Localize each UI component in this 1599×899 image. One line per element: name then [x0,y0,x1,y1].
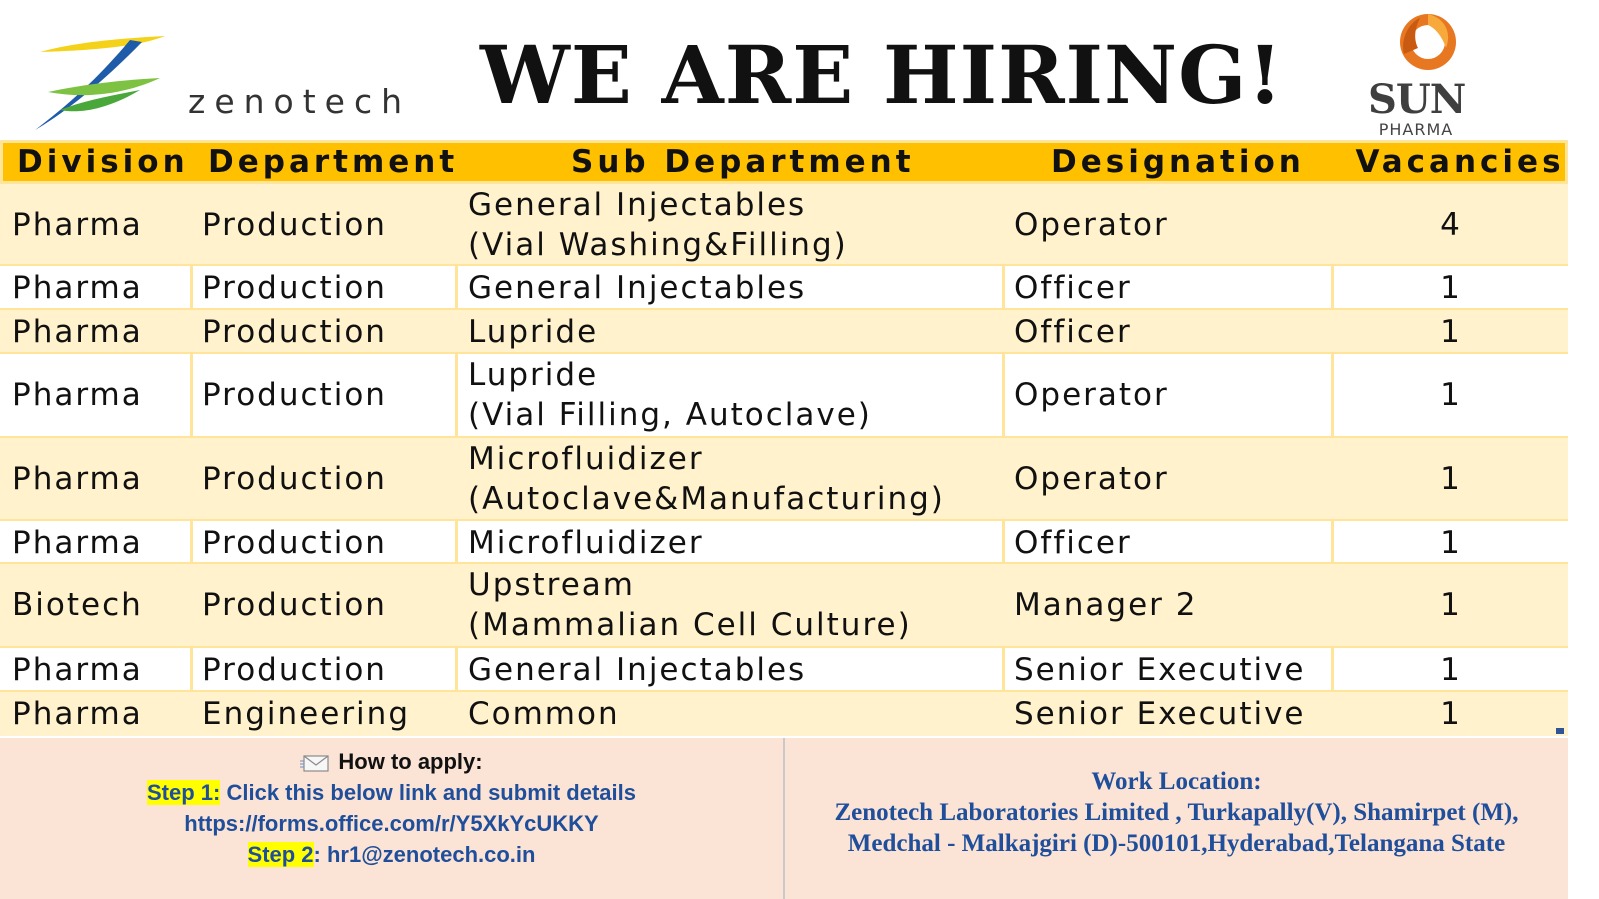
cell-department: Production [202,207,387,243]
sub-department-line: Microfluidizer [468,441,704,477]
how-to-apply-section [0,746,783,870]
sub-department-detail: (Vial Washing&Filling) [468,227,848,263]
cell-designation: Manager 2 [1014,587,1198,623]
zenotech-logo-icon [30,30,180,135]
zenotech-wordmark: zenotech [188,82,412,121]
cell-division: Pharma [12,269,143,306]
cell-department: Production [202,269,387,306]
cell-designation: Officer [1014,524,1132,561]
sun-wordmark: SUN [1368,76,1466,123]
table-row [0,692,1568,736]
zenotech-logo [30,30,412,135]
cell-division: Pharma [12,313,143,350]
cell-sub-department: Common [468,696,620,732]
cell-vacancies: 1 [1440,587,1462,623]
footer [0,738,1568,899]
table-row [0,266,1568,309]
table-row [0,648,1568,691]
column-divider [455,521,458,564]
cell-department: Production [202,651,387,688]
page-title: WE ARE HIRING! [480,28,1284,122]
vacancy-table [0,140,1568,738]
cell-designation: Officer [1014,313,1132,350]
cell-vacancies: 1 [1440,269,1462,306]
cell-vacancies: 1 [1440,313,1462,350]
cell-division: Biotech [12,587,143,623]
work-location-section [785,766,1568,859]
cell-sub-department: Lupride [468,313,599,350]
column-header-vacancies: Vacancies [1355,144,1565,180]
table-row [0,310,1568,353]
work-location-line-1: Zenotech Laboratories Limited , Turkapally(V), Shamirpet (M), [834,799,1519,826]
cell-vacancies: 1 [1440,651,1462,688]
column-divider [1002,648,1005,691]
application-link[interactable]: https://forms.office.com/r/Y5XkYcUKKY [184,811,599,836]
cell-sub-department [468,438,998,520]
cell-sub-department [468,564,998,646]
cell-department: Production [202,587,387,623]
column-divider [455,354,458,436]
sub-department-line: Lupride [468,357,599,393]
cell-vacancies: 4 [1440,207,1462,243]
sub-department-detail: (Mammalian Cell Culture) [468,607,912,643]
column-divider [1002,354,1005,436]
how-to-apply-title: How to apply: [338,749,483,774]
cell-designation: Senior Executive [1014,651,1306,688]
column-header-department: Department [208,144,459,180]
step-1-line [0,777,783,808]
cell-vacancies: 1 [1440,377,1462,413]
cell-designation: Senior Executive [1014,696,1306,732]
cell-division: Pharma [12,651,143,688]
table-header-row [0,140,1568,184]
step-1-label: Step 1: [147,780,221,805]
cell-sub-department: Microfluidizer [468,524,704,561]
header [0,0,1599,140]
cell-designation: Operator [1014,207,1169,243]
work-location-title: Work Location: [1091,768,1262,795]
column-divider [1002,266,1005,309]
cell-division: Pharma [12,524,143,561]
table-row [0,438,1568,520]
cell-division: Pharma [12,207,143,243]
cell-division: Pharma [12,461,143,497]
cell-vacancies: 1 [1440,696,1462,732]
table-row [0,564,1568,646]
cell-department: Production [202,377,387,413]
cell-division: Pharma [12,377,143,413]
cell-sub-department [468,354,998,436]
table-row [0,354,1568,436]
cell-sub-department: General Injectables [468,269,807,306]
cell-division: Pharma [12,696,143,732]
cell-department: Production [202,313,387,350]
cell-designation: Officer [1014,269,1132,306]
cell-vacancies: 1 [1440,461,1462,497]
sub-department-detail: (Vial Filling, Autoclave) [468,397,872,433]
column-divider [455,266,458,309]
column-header-sub-department: Sub Department [571,144,915,180]
column-divider [455,648,458,691]
sub-department-line: Upstream [468,567,636,603]
column-header-designation: Designation [1051,144,1305,180]
cell-department: Production [202,524,387,561]
mail-icon [300,753,330,773]
how-to-apply-heading [0,746,783,777]
column-divider [1002,521,1005,564]
step-2-label: Step 2 [247,842,314,867]
step-1-text: Click this below link and submit details [220,780,636,805]
step-2-line [0,839,783,870]
sun-pharma-logo [1368,8,1488,139]
work-location-line-2: Medchal - Malkajgiri (D)-500101,Hyderabad,Telangana State [847,830,1506,857]
cell-designation: Operator [1014,377,1169,413]
cell-sub-department: General Injectables [468,651,807,688]
sub-department-line: General Injectables [468,187,807,223]
table-row [0,521,1568,564]
table-row [0,184,1568,266]
corner-marker [1556,728,1564,734]
cell-department: Engineering [202,696,410,732]
sub-department-detail: (Autoclave&Manufacturing) [468,481,945,517]
step-2-email[interactable]: : hr1@zenotech.co.in [313,842,536,867]
cell-sub-department [468,184,998,266]
column-header-division: Division [17,144,189,180]
cell-vacancies: 1 [1440,524,1462,561]
pharma-wordmark: PHARMA [1378,120,1454,139]
cell-designation: Operator [1014,461,1169,497]
sun-pharma-logo-icon [1390,8,1466,78]
cell-department: Production [202,461,387,497]
